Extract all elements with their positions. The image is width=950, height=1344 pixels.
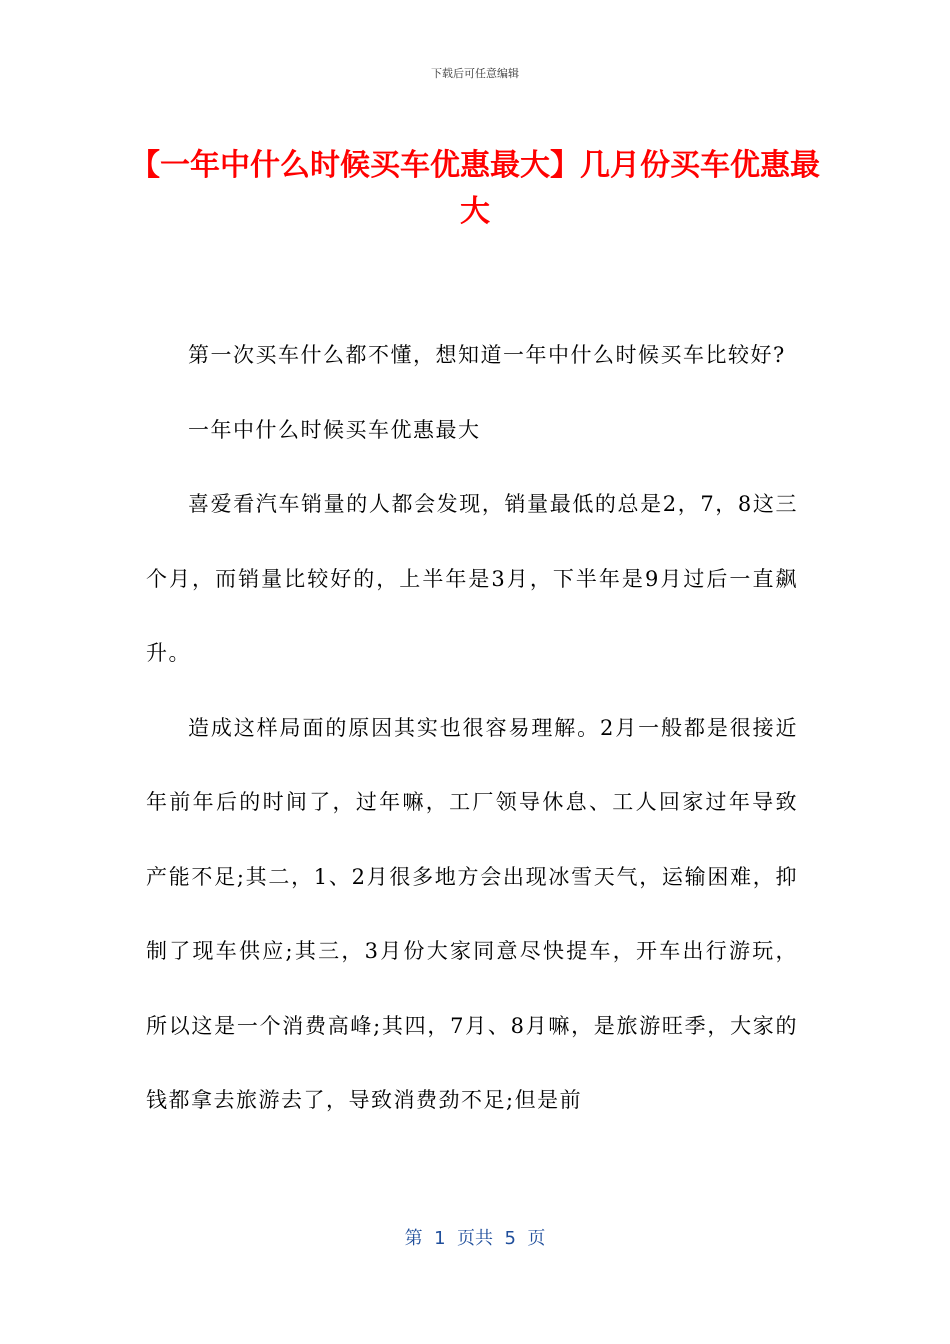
paragraph: 造成这样局面的原因其实也很容易理解。2月一般都是很接近年前年后的时间了，过年嘛，工厂领导休息、工人回家过年导致产能不足;其二，1、2月很多地方会出现冰雪天气，运输困难，抑制了现车供应;其三，3月份大家同意尽快提车，开车出行游玩，所以这是一个消费高峰;其四，7月、8月嘛，是旅游旺季，大家的钱都拿去旅游去了，导致消费劲不足;但是前 (146, 715, 798, 1112)
document-body (146, 318, 798, 1138)
paragraph: 第一次买车什么都不懂，想知道一年中什么时候买车比较好? (188, 343, 786, 367)
document-title: 【一年中什么时候买车优惠最大】几月份买车优惠最大 (130, 148, 820, 229)
page-number-footer: 第 1 页共 5 页 (404, 1228, 546, 1249)
paragraph: 一年中什么时候买车优惠最大 (188, 417, 481, 442)
header-note: 下载后可任意编辑 (431, 67, 519, 80)
paragraph: 喜爱看汽车销量的人都会发现，销量最低的总是2，7，8这三个月，而销量比较好的，上半年是3月，下半年是9月过后一直飙升。 (146, 492, 798, 665)
